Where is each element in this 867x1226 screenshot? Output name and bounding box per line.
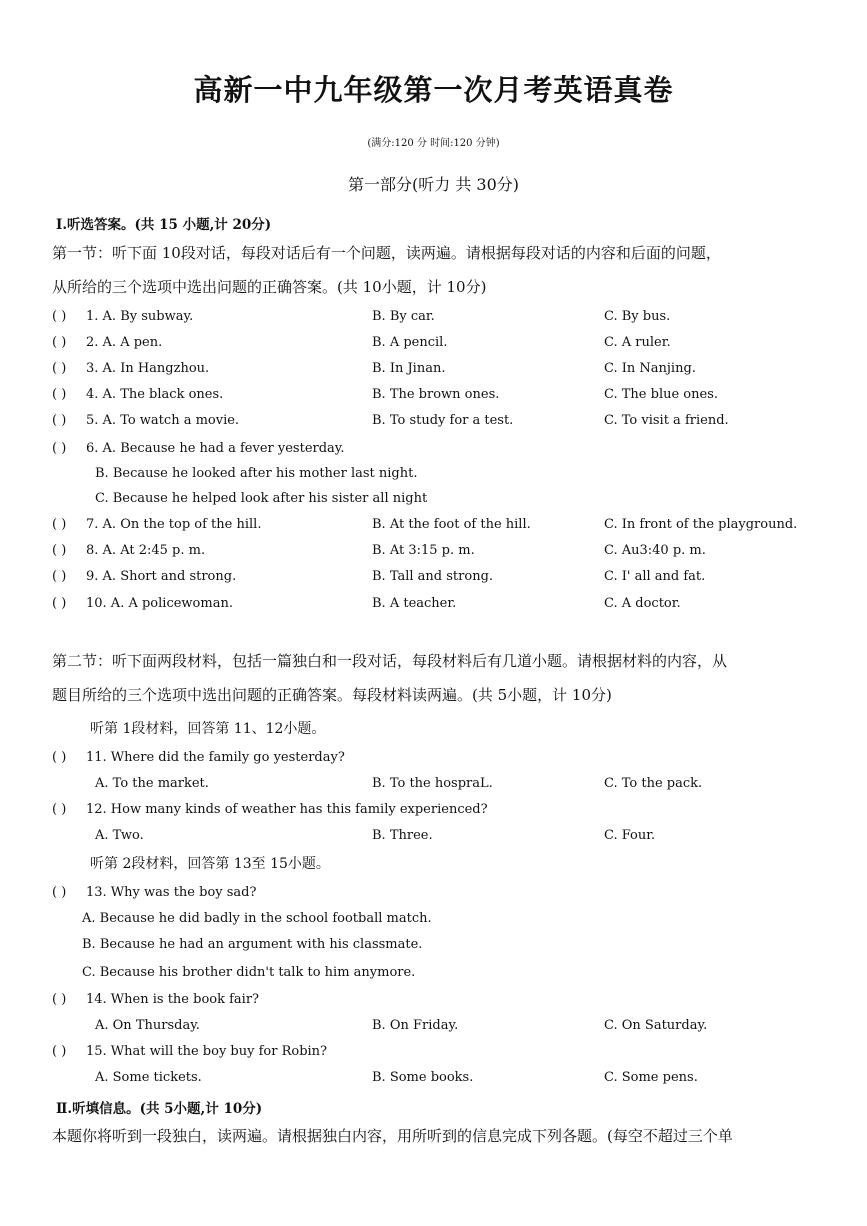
answer-blank[interactable]: ( ) <box>52 441 67 456</box>
options-row-15 <box>52 1070 822 1090</box>
option-c: C. To visit a friend. <box>604 413 729 428</box>
answer-blank[interactable]: ( ) <box>52 517 67 532</box>
option-c: C. Au3:40 p. m. <box>604 543 706 558</box>
material-2-label: 听第 2段材料，回答第 13至 15小题。 <box>90 856 330 872</box>
question-text: 11. Where did the family go yesterday? <box>86 750 345 765</box>
option-b: B. A teacher. <box>372 596 457 611</box>
question-row-3 <box>52 361 822 381</box>
options-row-11 <box>52 776 822 796</box>
option-c: C. In front of the playground. <box>604 517 798 532</box>
option-b: B. Because he had an argument with his classmate. <box>82 937 423 952</box>
answer-blank[interactable]: ( ) <box>52 543 67 558</box>
option-c: C. To the pack. <box>604 776 703 791</box>
question-row-6 <box>52 441 822 461</box>
option-b: B. On Friday. <box>372 1018 459 1033</box>
instruction-line: 题目所给的三个选项中选出问题的正确答案。每段材料读两遍。(共 5小题，计 10分) <box>52 686 612 704</box>
option-c: C. Because he helped look after his sister all night <box>95 491 428 506</box>
option-b: B. A pencil. <box>372 335 448 350</box>
answer-blank[interactable]: ( ) <box>52 885 67 900</box>
answer-blank[interactable]: ( ) <box>52 387 67 402</box>
answer-blank[interactable]: ( ) <box>52 335 67 350</box>
option-a: 3. A. In Hangzhou. <box>86 361 210 376</box>
answer-blank[interactable]: ( ) <box>52 413 67 428</box>
material-1-label: 听第 1段材料，回答第 11、12小题。 <box>90 721 326 737</box>
answer-blank[interactable]: ( ) <box>52 802 67 817</box>
option-b: B. To the hospraL. <box>372 776 493 791</box>
section1-sub1-instructions <box>52 236 820 304</box>
answer-blank[interactable]: ( ) <box>52 361 67 376</box>
option-a: 2. A. A pen. <box>86 335 163 350</box>
option-b: B. To study for a test. <box>372 413 514 428</box>
section2-instructions <box>52 1119 820 1153</box>
section2-heading: Ⅱ.听填信息。(共 5小题,计 10分) <box>56 1101 263 1117</box>
question-row-12 <box>52 802 822 822</box>
option-a: 8. A. At 2:45 p. m. <box>86 543 206 558</box>
question-text: 12. How many kinds of weather has this family experienced? <box>86 802 488 817</box>
option-b: B. Some books. <box>372 1070 474 1085</box>
option-a: 7. A. On the top of the hill. <box>86 517 262 532</box>
instruction-line: 从所给的三个选项中选出问题的正确答案。(共 10小题，计 10分) <box>52 278 487 296</box>
option-c: C. The blue ones. <box>604 387 718 402</box>
option-a: 9. A. Short and strong. <box>86 569 237 584</box>
question-text: 14. When is the book fair? <box>86 992 260 1007</box>
question-row-4 <box>52 387 822 407</box>
answer-blank[interactable]: ( ) <box>52 596 67 611</box>
option-c: C. A ruler. <box>604 335 671 350</box>
option-c: C. Because his brother didn't talk to him anymore. <box>82 965 416 980</box>
option-a: 1. A. By subway. <box>86 309 194 324</box>
question-row-1 <box>52 309 822 329</box>
option-b: B. The brown ones. <box>372 387 500 402</box>
option-a: 4. A. The black ones. <box>86 387 224 402</box>
option-b: B. By car. <box>372 309 435 324</box>
answer-blank[interactable]: ( ) <box>52 1044 67 1059</box>
option-c: C. In Nanjing. <box>604 361 696 376</box>
options-row-14 <box>52 1018 822 1038</box>
question-row-9 <box>52 569 822 589</box>
question-row-5 <box>52 413 822 433</box>
question-row-2 <box>52 335 822 355</box>
question-row-13 <box>52 885 822 905</box>
option-c: C. Some pens. <box>604 1070 698 1085</box>
options-row-12 <box>52 828 822 848</box>
part-heading: 第一部分(听力 共 30分) <box>347 175 520 194</box>
section1-heading: Ⅰ.听选答案。(共 15 小题,计 20分) <box>56 217 272 233</box>
answer-blank[interactable]: ( ) <box>52 569 67 584</box>
option-b: B. Tall and strong. <box>372 569 494 584</box>
option-a: A. Some tickets. <box>95 1070 202 1085</box>
question-row-14 <box>52 992 822 1012</box>
section1-sub2-instructions <box>52 644 820 712</box>
option-a: A. Two. <box>95 828 144 843</box>
option-a: A. Because he did badly in the school football match. <box>82 911 432 926</box>
question-text: 13. Why was the boy sad? <box>86 885 257 900</box>
answer-blank[interactable]: ( ) <box>52 992 67 1007</box>
instruction-line: 第一节：听下面 10段对话，每段对话后有一个问题，读两遍。请根据每段对话的内容和后面的问题， <box>52 244 721 262</box>
question-row-10 <box>52 596 822 616</box>
option-c: C. Four. <box>604 828 656 843</box>
question-row-8 <box>52 543 822 563</box>
option-a: 5. A. To watch a movie. <box>86 413 240 428</box>
option-a: 10. A. A policewoman. <box>86 596 233 611</box>
question-text: 15. What will the boy buy for Robin? <box>86 1044 328 1059</box>
question-row-11 <box>52 750 822 770</box>
question-row-7 <box>52 517 822 537</box>
option-c: C. On Saturday. <box>604 1018 708 1033</box>
option-b: B. At 3:15 p. m. <box>372 543 475 558</box>
option-a: 6. A. Because he had a fever yesterday. <box>86 441 345 456</box>
option-c: C. A doctor. <box>604 596 681 611</box>
option-b: B. Because he looked after his mother last night. <box>95 466 418 481</box>
exam-title: 高新一中九年级第一次月考英语真卷 <box>193 73 674 107</box>
answer-blank[interactable]: ( ) <box>52 309 67 324</box>
option-b: B. Three. <box>372 828 433 843</box>
question-row-15 <box>52 1044 822 1064</box>
option-c: C. By bus. <box>604 309 671 324</box>
option-a: A. On Thursday. <box>95 1018 200 1033</box>
answer-blank[interactable]: ( ) <box>52 750 67 765</box>
instruction-line: 第二节：听下面两段材料，包括一篇独白和一段对话，每段材料后有几道小题。请根据材料的内容，从 <box>52 652 728 670</box>
option-c: C. I' all and fat. <box>604 569 706 584</box>
score-time-info: (满分:120 分 时间:120 分钟) <box>367 138 500 149</box>
option-b: B. At the foot of the hill. <box>372 517 531 532</box>
option-a: A. To the market. <box>95 776 209 791</box>
instruction-line: 本题你将听到一段独白，读两遍。请根据独白内容，用所听到的信息完成下列各题。(每空不超过三个单 <box>52 1127 733 1145</box>
option-b: B. In Jinan. <box>372 361 446 376</box>
